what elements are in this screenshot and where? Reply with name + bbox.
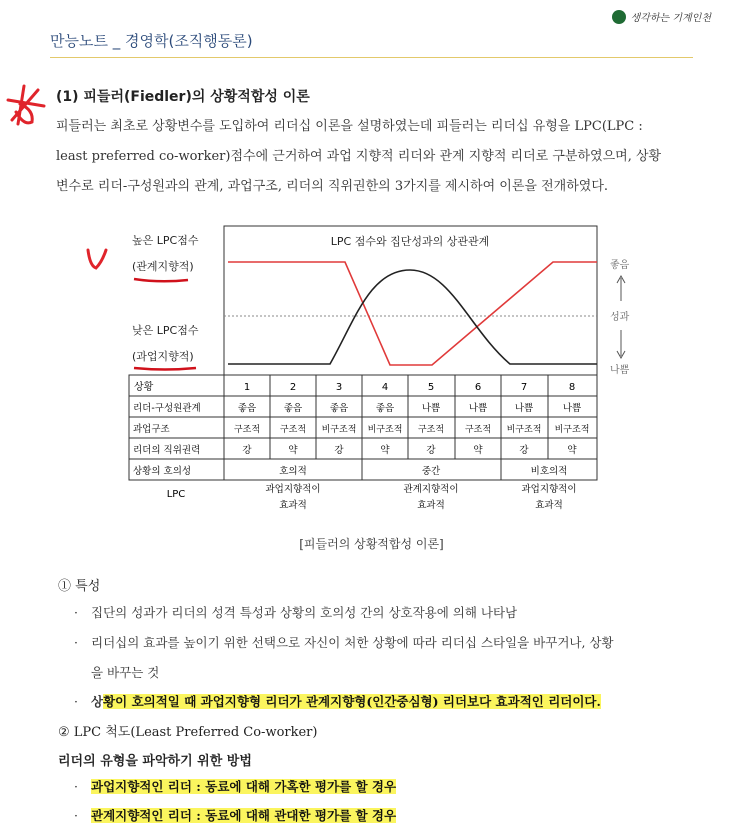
table-cell: 나쁨 [421, 403, 441, 414]
lpc-effect: 효과적 [535, 500, 563, 511]
table-header-cell: 4 [381, 382, 389, 393]
table-header-cell: 5 [427, 382, 435, 393]
bullet-text-highlighted [91, 687, 694, 717]
table-header-cell: 7 [520, 382, 528, 393]
bullet-dot-icon: · [74, 605, 78, 620]
table-header-cell: 2 [289, 382, 297, 393]
table-cell: 약 [473, 445, 483, 456]
good-label: 좋음 [610, 260, 630, 271]
table-row-label: 상황의 호의성 [133, 466, 192, 477]
chart-frame [224, 226, 597, 375]
favorability-cell: 중간 [421, 466, 441, 477]
lpc-effect: 관계지향적이 [403, 484, 459, 495]
list-item [74, 628, 694, 688]
bullet-dot-icon: · [74, 635, 78, 650]
table-header-cell: 8 [568, 382, 576, 393]
high-lpc-sub: (관계지향적) [132, 260, 194, 273]
red-underline [134, 279, 188, 281]
high-lpc-label: 높은 LPC점수 [132, 234, 199, 247]
highlight: 과업지향적인 리더 : 동료에 대해 가혹한 평가를 할 경우 [91, 779, 397, 794]
table-cell: 비구조적 [506, 425, 542, 435]
lpc-scale-subtitle: 리더의 유형을 파악하기 위한 방법 [58, 754, 252, 769]
performance-label: 성과 [610, 312, 630, 323]
table-cell: 강 [334, 445, 344, 456]
table-cell: 강 [426, 445, 436, 456]
bullet-text: 을 바꾸는 것 [91, 665, 160, 680]
table-header-cell: 3 [335, 382, 343, 393]
bullet-text: 상 [91, 694, 104, 709]
table-cell: 약 [380, 445, 390, 456]
chart-title: LPC 점수와 집단성과의 상관관계 [330, 235, 490, 248]
low-lpc-curve [228, 270, 597, 364]
table-cell: 비구조적 [321, 425, 357, 435]
paragraph-line: 변수로 리더-구성원과의 관계, 과업구조, 리더의 직위권한의 3가지를 제시하여 이론을 전개하였다. [56, 179, 609, 194]
table-cell: 약 [288, 445, 298, 456]
table-cell: 좋음 [283, 403, 303, 414]
table-row-label: 과업구조 [133, 424, 170, 435]
table-header-cell: 1 [243, 382, 251, 393]
list-item [74, 598, 694, 628]
bullet-text: 리더십의 효과를 높이기 위한 선택으로 자신이 처한 상황에 따라 리더십 스타일을 바꾸거나, 상황 [91, 635, 614, 650]
high-lpc-line [228, 262, 597, 365]
bullet-text: 집단의 성과가 리더의 성격 특성과 상황의 호의성 간의 상호작용에 의해 나타남 [91, 605, 518, 620]
table-cell: 비구조적 [554, 425, 590, 435]
brand-text: 생각하는 기계인천 [630, 13, 711, 24]
table-cell: 나쁨 [562, 403, 582, 414]
red-underline [134, 368, 196, 370]
list-item [74, 772, 694, 802]
low-lpc-label: 낮은 LPC점수 [132, 324, 199, 337]
lpc-effect: 효과적 [417, 500, 445, 511]
lpc-scale-title: ② LPC 척도(Least Preferred Co-worker) [58, 725, 318, 740]
table-header-cell: 상황 [134, 382, 154, 393]
low-lpc-sub: (과업지향적) [132, 350, 194, 363]
page-title: 만능노트 _ 경영학(조직행동론) [50, 32, 253, 50]
paragraph-line: 피들러는 최초로 상황변수를 도입하여 리더십 이론을 설명하였는데 피들러는 리더십 유형을 LPC(LPC : [56, 119, 643, 134]
lpc-effect: 효과적 [279, 500, 307, 511]
table-row-label: 리더의 직위권력 [133, 445, 201, 456]
table-cell: 나쁨 [514, 403, 534, 414]
highlight: 관계지향적인 리더 : 동료에 대해 관대한 평가를 할 경우 [91, 808, 397, 823]
table-cell: 구조적 [233, 425, 261, 435]
table-cell: 비구조적 [367, 425, 403, 435]
highlight: 황이 호의적일 때 과업지향형 리더가 관계지향형(인간중심형) 리더보다 효과적인 리더이다. [103, 694, 601, 709]
table-cell: 강 [242, 445, 252, 456]
table-cell: 나쁨 [468, 403, 488, 414]
bullet-dot-icon: · [74, 808, 78, 823]
bullet-dot-icon: · [74, 694, 78, 709]
lpc-effect: 과업지향적이 [265, 484, 321, 495]
table-cell: 약 [567, 445, 577, 456]
table-cell: 강 [519, 445, 529, 456]
paragraph-line: least preferred co-worker)점수에 근거하여 과업 지향적 리더와 관계 지향적 리더로 구분하였으며, 상황 [56, 149, 662, 164]
table-row-label: 리더-구성원관계 [133, 403, 201, 414]
table-cell: 좋음 [375, 403, 395, 414]
section-title: (1) 피들러(Fiedler)의 상황적합성 이론 [56, 89, 310, 105]
lpc-effect: 과업지향적이 [521, 484, 577, 495]
bullet-text-highlighted [91, 801, 694, 831]
favorability-cell: 비호의적 [530, 466, 568, 477]
bad-label: 나쁨 [610, 365, 630, 376]
favorability-cell: 호의적 [279, 466, 307, 477]
figure-caption: [피들러의 상황적합성 이론] [299, 537, 444, 551]
table-cell: 좋음 [237, 403, 257, 414]
table-cell: 구조적 [464, 425, 492, 435]
list-item [74, 801, 694, 831]
table-header-cell: 6 [474, 382, 482, 393]
bullet-dot-icon: · [74, 779, 78, 794]
table-cell: 구조적 [417, 425, 445, 435]
table-cell: 좋음 [329, 403, 349, 414]
table-cell: 구조적 [279, 425, 307, 435]
traits-title: ① 특성 [58, 579, 101, 594]
bullet-text-highlighted [91, 772, 694, 802]
lpc-row-label: LPC [166, 489, 186, 500]
list-item [74, 687, 694, 717]
